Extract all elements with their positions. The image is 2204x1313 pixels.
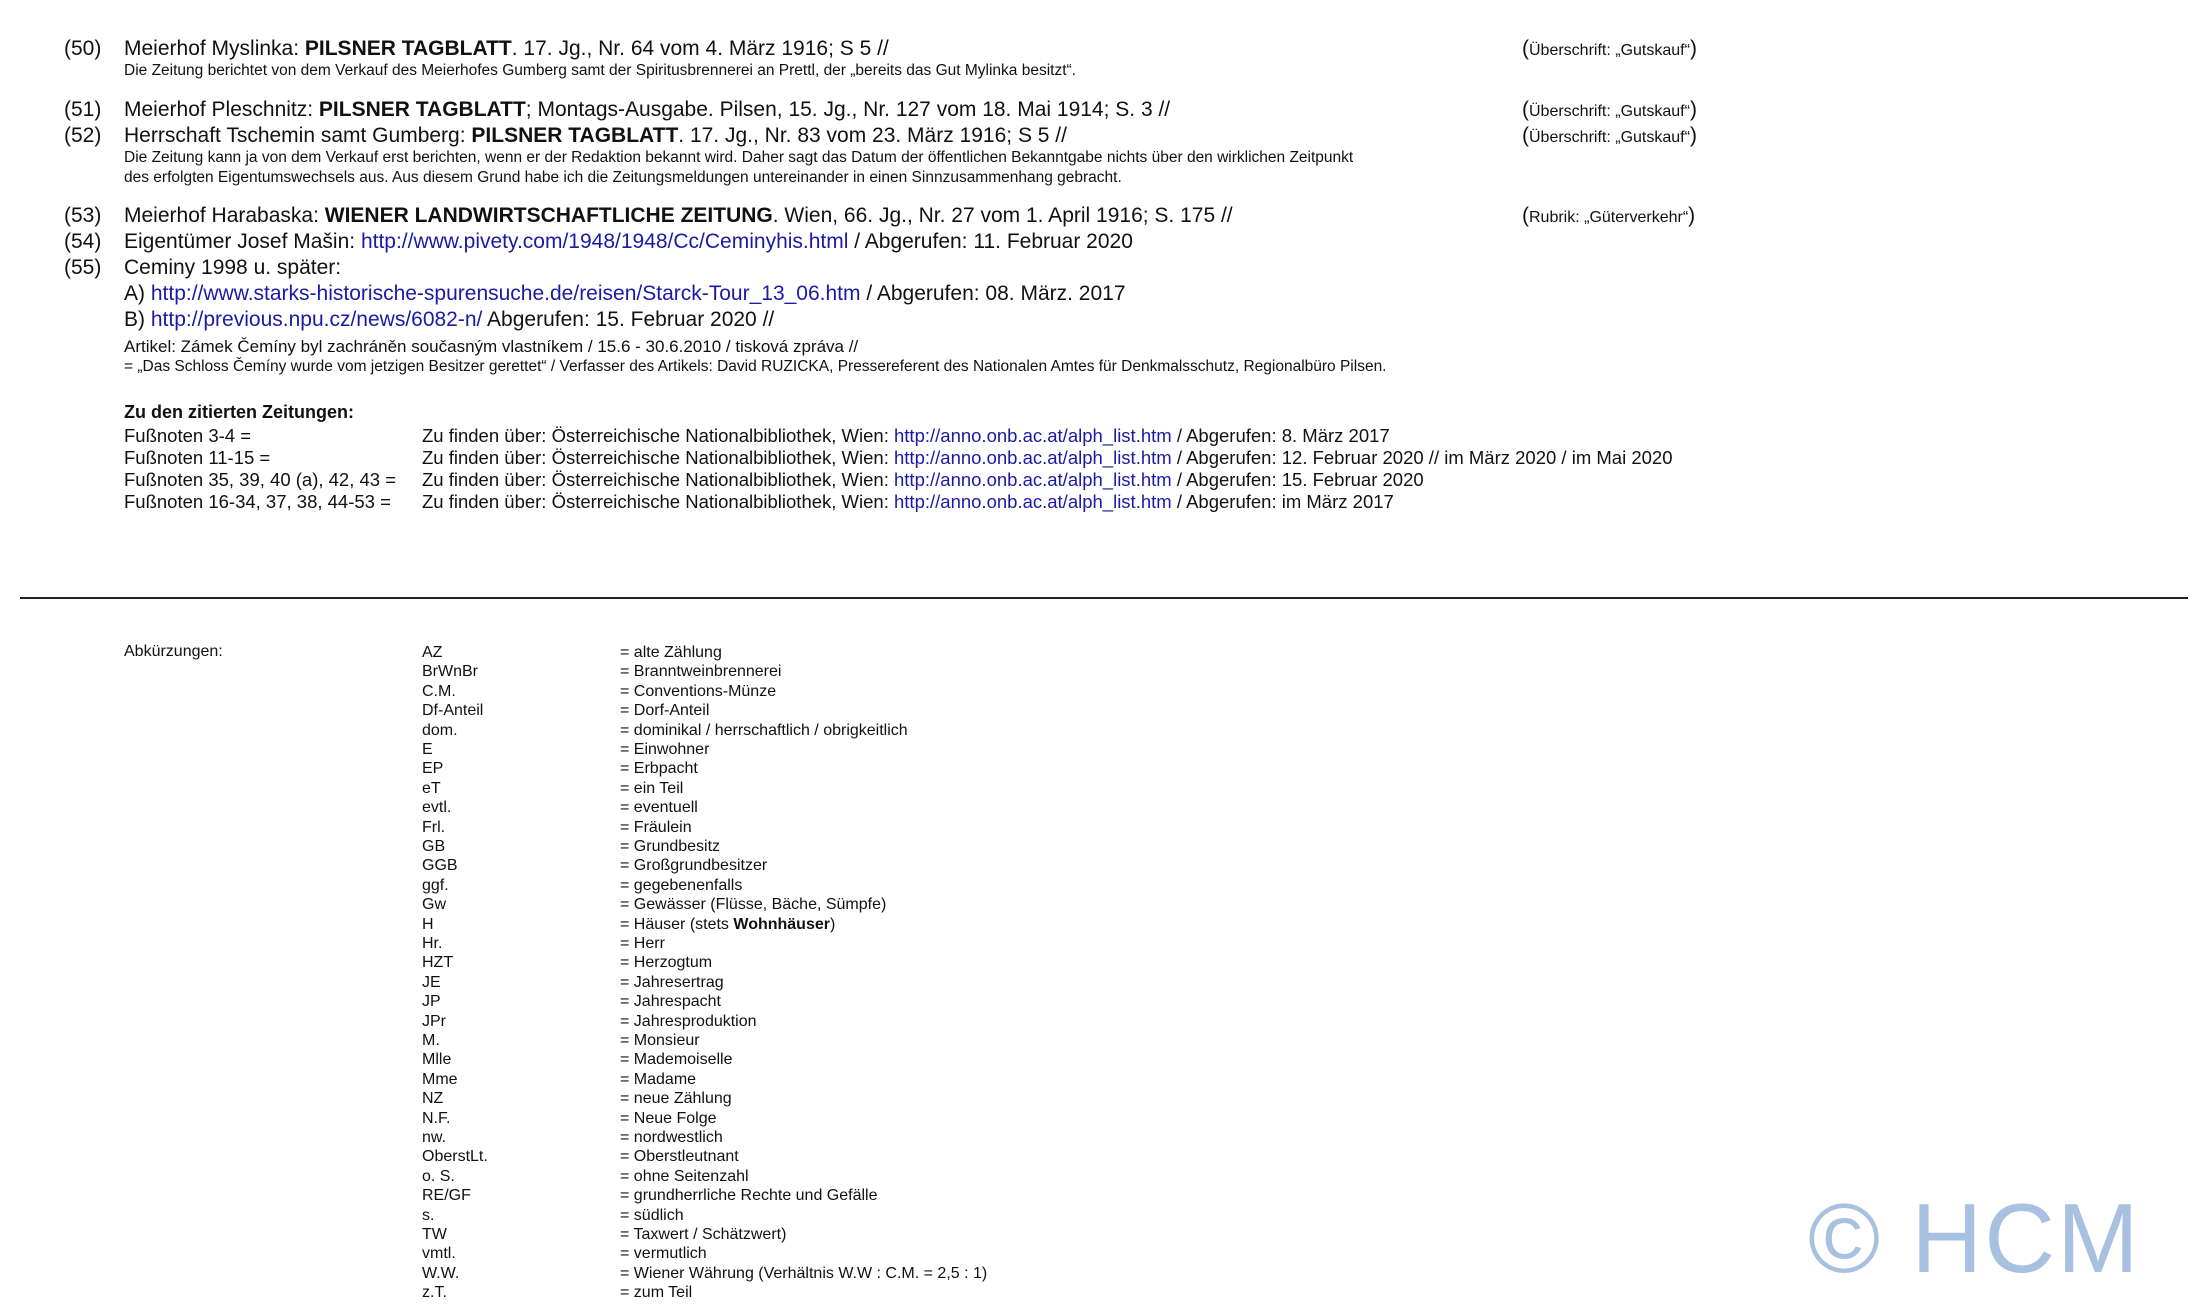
- abbreviation-key: JP: [422, 993, 441, 1011]
- abbreviation-key: EP: [422, 760, 444, 778]
- footnote-note: (Überschrift: „Gutskauf“): [1522, 37, 1697, 60]
- abbreviation-meaning: = Grundbesitz: [620, 838, 721, 855]
- abbreviation-key: JPr: [422, 1012, 446, 1030]
- footnote-number: (54): [64, 230, 102, 253]
- source-text: Zu finden über: Österreichische Nationalbibliothek, Wien: http://anno.onb.ac.at/alph_list.htm / Abgerufen: 8. März 2017: [422, 425, 1390, 446]
- footnote-text: Meierhof Myslinka: PILSNER TAGBLATT. 17. Jg., Nr. 64 vom 4. März 1916; S 5 //: [124, 37, 889, 60]
- abbreviation-meaning: = Großgrundbesitzer: [620, 857, 768, 875]
- abbreviation-key: H: [422, 915, 434, 933]
- abbreviation-key: HZT: [422, 954, 454, 972]
- abbreviations-label: Abkürzungen:: [124, 643, 223, 660]
- abbreviation-key: o. S.: [422, 1167, 455, 1185]
- newspapers-heading: Zu den zitierten Zeitungen:: [124, 402, 354, 422]
- abbreviation-key: E: [422, 741, 433, 758]
- abbreviation-meaning: = Herzogtum: [620, 954, 713, 972]
- abbreviation-meaning: = Herr: [620, 935, 665, 952]
- abbreviation-meaning: = vermutlich: [620, 1245, 707, 1263]
- abbreviation-meaning: = Jahresertrag: [620, 973, 724, 991]
- footnote-number: (53): [64, 204, 102, 227]
- abbreviation-meaning: = Jahresproduktion: [620, 1012, 757, 1030]
- source-link[interactable]: http://anno.onb.ac.at/alph_list.htm: [894, 447, 1172, 468]
- abbreviation-meaning: = Einwohner: [620, 741, 710, 758]
- divider: [20, 597, 2188, 599]
- source-link[interactable]: http://www.starks-historische-spurensuche.de/reisen/Starck-Tour_13_06.htm: [150, 282, 861, 305]
- newspaper-title: PILSNER TAGBLATT: [471, 124, 679, 147]
- abbreviation-key: TW: [422, 1226, 447, 1243]
- abbreviation-key: Hr.: [422, 935, 443, 952]
- abbreviation-key: z.T.: [422, 1284, 447, 1302]
- abbreviation-meaning: = Mademoiselle: [620, 1051, 733, 1069]
- abbreviation-meaning: = dominikal / herrschaftlich / obrigkeitlich: [620, 721, 908, 739]
- abbreviation-meaning: = grundherrliche Rechte und Gefälle: [620, 1187, 878, 1205]
- abbreviation-key: ggf.: [422, 876, 449, 894]
- footnote-range: Fußnoten 16-34, 37, 38, 44-53 =: [124, 491, 391, 512]
- abbreviation-key: GB: [422, 838, 446, 855]
- footnote-text: Herrschaft Tschemin samt Gumberg: PILSNER TAGBLATT. 17. Jg., Nr. 83 vom 23. März 1916; S 5 //: [124, 124, 1067, 147]
- footnote-note: (Überschrift: „Gutskauf“): [1522, 98, 1697, 121]
- footnote-number: (50): [64, 37, 102, 60]
- footnote-detail: des erfolgten Eigentumswechsels aus. Aus diesem Grund habe ich die Zeitungsmeldungen untereinander in einen Sinnzusammenhang gebracht.: [124, 169, 1122, 186]
- footnote-source-a: A) http://www.starks-historische-spurensuche.de/reisen/Starck-Tour_13_06.htm / Abgerufen: 08. März. 2017: [124, 282, 1126, 305]
- footnote-note: (Rubrik: „Güterverkehr“): [1522, 204, 1696, 227]
- abbreviation-key: Df-Anteil: [422, 702, 484, 720]
- abbreviation-meaning: = Branntweinbrennerei: [620, 663, 782, 681]
- abbreviation-key: C.M.: [422, 682, 456, 700]
- abbreviation-key: evtl.: [422, 799, 452, 817]
- abbreviation-meaning: = südlich: [620, 1206, 684, 1224]
- footnote-number: (52): [64, 124, 102, 147]
- abbreviation-meaning: = Oberstleutnant: [620, 1148, 739, 1166]
- abbreviation-meaning: = Erbpacht: [620, 760, 698, 778]
- abbreviation-meaning: = Neue Folge: [620, 1109, 717, 1127]
- abbreviation-meaning: = Häuser (stets Wohnhäuser): [620, 915, 836, 933]
- abbreviation-meaning: = Conventions-Münze: [620, 682, 777, 700]
- footnote-source-b: B) http://previous.npu.cz/news/6082-n/ Abgerufen: 15. Februar 2020 //: [124, 308, 775, 331]
- newspaper-title: PILSNER TAGBLATT: [304, 37, 512, 60]
- abbreviation-key: JE: [422, 973, 441, 991]
- footnote-note: (Überschrift: „Gutskauf“): [1522, 124, 1697, 147]
- newspaper-title: PILSNER TAGBLATT: [318, 98, 526, 121]
- abbreviation-meaning: = nordwestlich: [620, 1129, 723, 1146]
- abbreviation-meaning: = Dorf-Anteil: [620, 702, 710, 720]
- abbreviation-meaning: = ein Teil: [620, 779, 684, 797]
- abbreviation-key: OberstLt.: [422, 1148, 488, 1166]
- footnote-text: Ceminy 1998 u. später:: [124, 256, 342, 279]
- abbreviation-meaning: = ohne Seitenzahl: [620, 1167, 749, 1185]
- copyright-watermark: © HCM: [1808, 1183, 2141, 1293]
- abbreviation-meaning: = gegebenenfalls: [620, 876, 743, 894]
- footnote-detail: Die Zeitung berichtet von dem Verkauf des Meierhofes Gumberg samt der Spiritusbrennerei an Prettl, der „bereits das Gut Mylinka besitzt“.: [124, 62, 1076, 79]
- footnote-text: Meierhof Harabaska: WIENER LANDWIRTSCHAFTLICHE ZEITUNG. Wien, 66. Jg., Nr. 27 vom 1. April 1916; S. 175 //: [124, 204, 1233, 227]
- abbreviation-meaning: = neue Zählung: [620, 1090, 732, 1108]
- source-link[interactable]: http://anno.onb.ac.at/alph_list.htm: [894, 491, 1172, 512]
- newspaper-title: WIENER LANDWIRTSCHAFTLICHE ZEITUNG: [324, 204, 773, 227]
- abbreviation-key: M.: [422, 1032, 440, 1049]
- abbreviation-key: N.F.: [422, 1109, 451, 1127]
- footnote-text: Eigentümer Josef Mašin: http://www.pivety.com/1948/1948/Cc/Ceminyhis.html / Abgerufen: 11. Februar 2020: [124, 230, 1133, 253]
- abbreviation-key: Mlle: [422, 1051, 452, 1069]
- abbreviation-key: NZ: [422, 1090, 444, 1108]
- footnote-range: Fußnoten 11-15 =: [124, 447, 271, 468]
- abbreviation-key: s.: [422, 1206, 435, 1224]
- abbreviation-key: BrWnBr: [422, 663, 478, 681]
- source-link[interactable]: http://anno.onb.ac.at/alph_list.htm: [894, 425, 1172, 446]
- abbreviation-key: RE/GF: [422, 1187, 471, 1205]
- abbreviation-key: dom.: [422, 721, 458, 739]
- abbreviation-meaning: = Taxwert / Schätzwert): [620, 1226, 787, 1243]
- abbreviation-key: vmtl.: [422, 1245, 456, 1263]
- abbreviation-meaning: = zum Teil: [620, 1284, 693, 1302]
- abbreviation-meaning: = Fräulein: [620, 818, 692, 836]
- abbreviation-key: Mme: [422, 1070, 458, 1088]
- abbreviation-key: eT: [422, 779, 441, 797]
- abbreviation-key: W.W.: [422, 1264, 460, 1282]
- abbreviation-key: AZ: [422, 644, 443, 661]
- footnote-number: (55): [64, 256, 102, 279]
- footnote-detail: Die Zeitung kann ja von dem Verkauf erst berichten, wenn er der Redaktion bekannt wird. Daher sagt das Datum der öffentlichen Bekanntgabe nichts über den wirklichen Zeitpunkt: [124, 149, 1354, 166]
- abbreviation-key: Frl.: [422, 818, 446, 836]
- abbreviation-meaning: = alte Zählung: [620, 644, 722, 661]
- source-link[interactable]: http://previous.npu.cz/news/6082-n/: [150, 308, 483, 331]
- footnote-range: Fußnoten 35, 39, 40 (a), 42, 43 =: [124, 469, 397, 490]
- abbreviation-meaning: = Wiener Währung (Verhältnis W.W : C.M. = 2,5 : 1): [620, 1264, 988, 1282]
- abbreviation-key: GGB: [422, 857, 458, 875]
- article-title: Artikel: Zámek Čemíny byl zachráněn současným vlastníkem / 15.6 - 30.6.2010 / tisková zpráva //: [124, 337, 859, 356]
- abbreviation-meaning: = Monsieur: [620, 1032, 700, 1049]
- abbreviation-meaning: = Madame: [620, 1070, 697, 1088]
- footnote-number: (51): [64, 98, 102, 121]
- source-text: Zu finden über: Österreichische Nationalbibliothek, Wien: http://anno.onb.ac.at/alph_list.htm / Abgerufen: 15. Februar 2020: [422, 469, 1424, 490]
- abbreviation-meaning: = Jahrespacht: [620, 993, 721, 1011]
- abbreviation-meaning: = eventuell: [620, 799, 698, 817]
- source-text: Zu finden über: Österreichische Nationalbibliothek, Wien: http://anno.onb.ac.at/alph_list.htm / Abgerufen: im März 2017: [422, 491, 1394, 512]
- source-link[interactable]: http://anno.onb.ac.at/alph_list.htm: [894, 469, 1172, 490]
- footnote-range: Fußnoten 3-4 =: [124, 425, 252, 446]
- footnote-text: Meierhof Pleschnitz: PILSNER TAGBLATT; Montags-Ausgabe. Pilsen, 15. Jg., Nr. 127 vom 18. Mai 1914; S. 3 //: [124, 98, 1171, 121]
- abbreviation-key: nw.: [422, 1129, 447, 1146]
- abbreviation-meaning: = Gewässer (Flüsse, Bäche, Sümpfe): [620, 896, 887, 914]
- article-translation: = „Das Schloss Čemíny wurde vom jetzigen Besitzer gerettet“ / Verfasser des Artikels: David RUZICKA, Pressereferent des Nationalen Amtes für Denkmalsschutz, Regionalbüro Pilsen.: [124, 358, 1387, 375]
- abbreviation-key: Gw: [422, 896, 446, 914]
- source-text: Zu finden über: Österreichische Nationalbibliothek, Wien: http://anno.onb.ac.at/alph_list.htm / Abgerufen: 12. Februar 2020 // im März 2020 / im Mai 2020: [422, 447, 1673, 468]
- source-link[interactable]: http://www.pivety.com/1948/1948/Cc/Ceminyhis.html: [360, 230, 849, 253]
